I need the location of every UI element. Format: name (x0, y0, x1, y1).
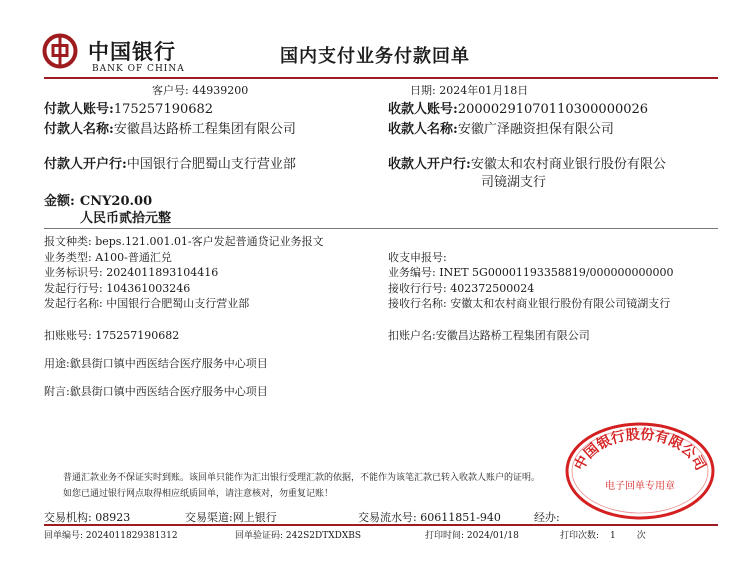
payer-account-label: 付款人账号: (44, 102, 114, 117)
payee-name (388, 118, 614, 137)
payee-bank-line2: 司镜湖支行 (481, 175, 547, 190)
detail-row (44, 250, 324, 266)
print-time-label: 打印时间: (425, 531, 465, 541)
print-time (425, 528, 519, 541)
payer-bank (44, 153, 296, 172)
customer-no-value: 44939200 (192, 84, 249, 97)
transaction-org (44, 509, 130, 525)
debit-account (44, 327, 179, 343)
payer-bank-value: 中国银行合肥蜀山支行营业部 (126, 157, 296, 172)
footer-divider (44, 524, 718, 526)
transaction-serial (358, 509, 501, 525)
verify-code (235, 528, 361, 541)
print-count-value: 1 (610, 531, 616, 541)
amount-in-words: 人民币贰拾元整 (80, 211, 172, 226)
payee-account-label: 收款人账号: (388, 102, 458, 117)
receipt-no-value: 2024011829381312 (85, 531, 178, 541)
verify-label: 回单验证码: (235, 531, 284, 541)
header-divider (44, 77, 718, 79)
detail-value: INET 5G00001193358819/000000000000 (439, 266, 674, 279)
purpose-value: 歙县街口镇中西医结合医疗服务中心项目 (69, 357, 268, 370)
payee-bank (388, 153, 666, 172)
bank-name-cn: 中国银行 (88, 39, 176, 64)
channel-label: 交易渠道: (185, 511, 233, 524)
detail-row (388, 250, 674, 266)
amount-divider (44, 228, 718, 229)
detail-value: 安徽太和农村商业银行股份有限公司镜湖支行 (450, 297, 671, 310)
postscript-value: 歙县街口镇中西医结合医疗服务中心项目 (69, 385, 268, 398)
detail-label: 接收行名称: (388, 297, 447, 310)
detail-label: 发起行名称: (44, 297, 103, 310)
detail-label: 业务标识号: (44, 266, 103, 279)
detail-label: 发起行行号: (44, 281, 103, 295)
date-label: 日期: (410, 84, 436, 97)
notice-line-2: 如您已通过银行网点取得相应纸质回单，请注意核对，勿重复记账！ (63, 489, 334, 499)
detail-value: beps.121.001.01-客户发起普通贷记业务报文 (95, 235, 324, 248)
customer-no-label: 客户号: (152, 84, 189, 97)
detail-row (44, 234, 324, 250)
notice-line-1: 普通汇款业务不保证实时到账。该回单只能作为汇出银行受理汇款的依据，不能作为该笔汇款已转入收款人账户的证明。 (63, 473, 541, 483)
payer-account (44, 98, 213, 117)
detail-row (44, 265, 324, 281)
amount-label: 金额: (44, 194, 75, 209)
detail-value: A100-普通汇兑 (95, 250, 172, 264)
detail-label: 业务类型: (44, 250, 92, 264)
handler (534, 509, 560, 525)
payee-account-value: 20000291070110300000026 (457, 102, 649, 117)
stamp-inner-text: 电子回单专用章 (605, 481, 675, 492)
customer-no (152, 82, 248, 98)
payer-name (44, 118, 296, 137)
postscript (44, 383, 268, 399)
postscript-label: 附言: (44, 385, 70, 398)
bank-name-en: BANK OF CHINA (92, 64, 185, 74)
detail-value: 中国银行合肥蜀山支行营业部 (106, 297, 250, 310)
transaction-channel (185, 509, 277, 525)
amount-value: CNY20.00 (79, 194, 153, 209)
receipt-no (44, 528, 178, 541)
debit-account-value: 175257190682 (95, 329, 180, 342)
payee-bank-label: 收款人开户行: (388, 157, 471, 172)
payee-name-value: 安徽广泽融资担保有限公司 (457, 122, 614, 137)
debit-name (388, 327, 590, 343)
details-right (388, 250, 674, 312)
detail-row (388, 265, 674, 281)
page-title: 国内支付业务付款回单 (280, 46, 470, 67)
payee-account (388, 98, 648, 117)
debit-name-value: 安徽昌达路桥工程集团有限公司 (435, 329, 590, 342)
org-label: 交易机构: (44, 511, 92, 524)
payer-name-value: 安徽昌达路桥工程集团有限公司 (113, 122, 296, 137)
bank-of-china-logo-icon (42, 33, 78, 69)
verify-value: 242S2DTXDXBS (285, 531, 362, 541)
org-value: 08923 (95, 511, 131, 524)
payer-account-value: 175257190682 (113, 102, 214, 117)
electronic-receipt-seal-icon (564, 421, 716, 521)
payee-name-label: 收款人名称: (388, 122, 458, 137)
print-count-unit: 次 (636, 531, 646, 541)
detail-label: 报文种类: (44, 235, 92, 248)
detail-row (388, 296, 674, 312)
detail-row (44, 296, 324, 312)
debit-account-label: 扣账账号: (44, 329, 92, 342)
print-count-label: 打印次数: (560, 531, 600, 541)
detail-value: 2024011893104416 (106, 266, 219, 279)
detail-row (388, 281, 674, 297)
serial-value: 60611851-940 (420, 511, 501, 524)
purpose (44, 355, 268, 371)
payer-name-label: 付款人名称: (44, 122, 114, 137)
receipt-no-label: 回单编号: (44, 531, 84, 541)
date-value: 2024年01月18日 (439, 84, 529, 97)
svg-text:中国银行股份有限公司 (571, 426, 709, 473)
stamp-outer-text: 中国银行股份有限公司 (571, 426, 709, 474)
channel-value: 网上银行 (232, 511, 277, 524)
print-count (560, 528, 646, 541)
detail-value: 402372500024 (450, 281, 535, 295)
serial-label: 交易流水号: (358, 511, 417, 524)
detail-label: 业务编号: (388, 266, 436, 279)
print-time-value: 2024/01/18 (466, 531, 519, 541)
debit-name-label: 扣账户名: (388, 329, 436, 342)
payee-bank-line1: 安徽太和农村商业银行股份有限公 (470, 157, 666, 172)
receipt-date (410, 82, 528, 98)
detail-value: 104361003246 (106, 281, 191, 295)
handler-label: 经办: (534, 511, 560, 524)
detail-row (44, 281, 324, 297)
details-left (44, 234, 324, 312)
purpose-label: 用途: (44, 357, 70, 370)
detail-label: 收支申报号: (388, 250, 447, 264)
payer-bank-label: 付款人开户行: (44, 157, 127, 172)
detail-label: 接收行行号: (388, 281, 447, 295)
